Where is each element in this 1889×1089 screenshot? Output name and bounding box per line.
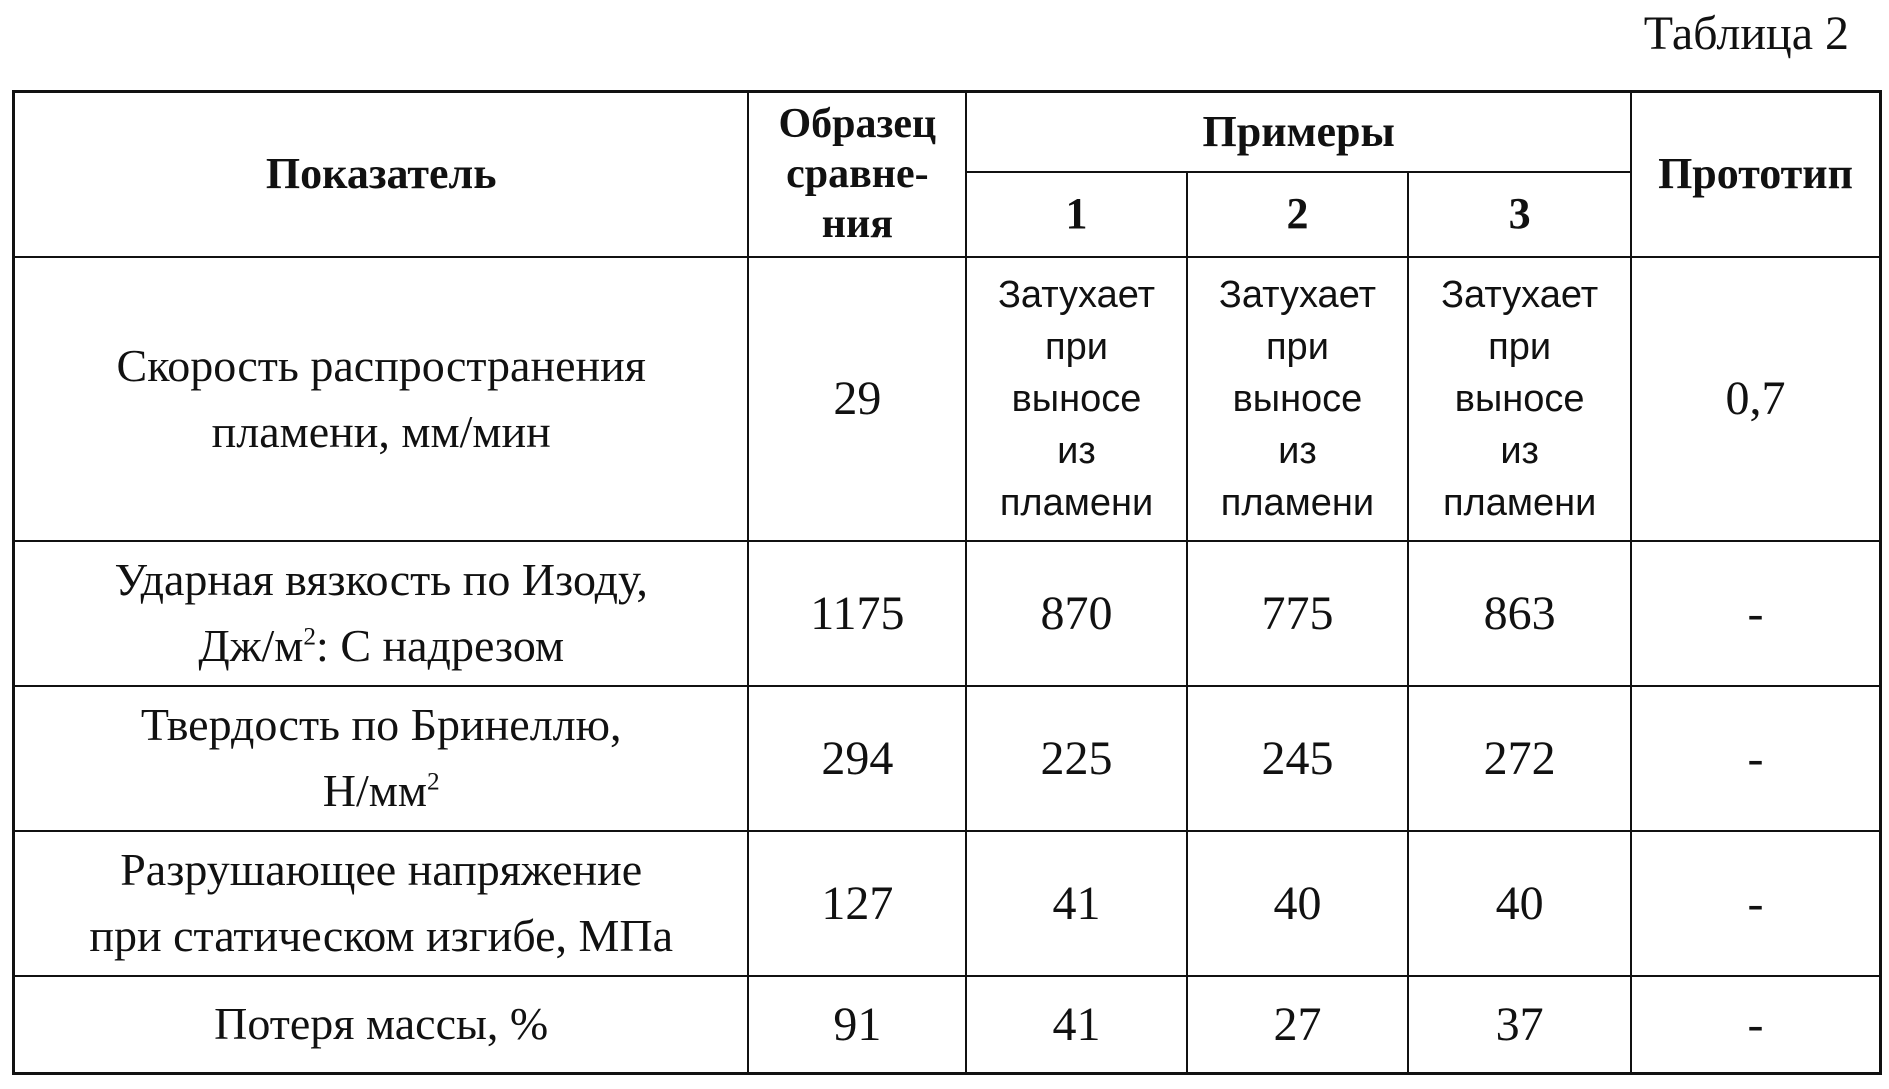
table-row: [14, 976, 1881, 1074]
indicator-line: при статическом изгибе, МПа: [89, 910, 674, 962]
note-line: из: [1057, 429, 1096, 472]
header-example-2: 2: [1187, 172, 1409, 257]
row-indicator: [14, 831, 749, 976]
indicator-line: [15, 613, 747, 679]
note-line: пламени: [999, 481, 1154, 524]
example-1-value: 41: [966, 976, 1186, 1074]
example-1-value: [966, 257, 1186, 541]
note-line: Затухает: [1441, 273, 1599, 316]
note-line: Затухает: [1218, 273, 1376, 316]
note-line: выносе: [1232, 377, 1363, 420]
header-comparison-line: Образец: [778, 101, 937, 148]
indicator-line: Потеря массы, %: [214, 998, 549, 1050]
indicator-line: Скорость распространения: [116, 339, 646, 391]
example-1-value: 225: [966, 686, 1186, 831]
prototype-value: -: [1631, 976, 1880, 1074]
comparison-value: 1175: [748, 541, 966, 686]
example-2-value: [1187, 257, 1409, 541]
example-1-value: 870: [966, 541, 1186, 686]
indicator-line: Твердость по Бринеллю,: [140, 699, 622, 751]
example-3-value: 40: [1408, 831, 1631, 976]
table-row: [14, 257, 1881, 541]
header-example-1: 1: [966, 172, 1186, 257]
example-2-value: 27: [1187, 976, 1409, 1074]
example-3-value: [1408, 257, 1631, 541]
comparison-value: 294: [748, 686, 966, 831]
table-caption: Таблица 2: [1643, 7, 1849, 60]
note-line: при: [1265, 325, 1329, 368]
table-row: [14, 831, 1881, 976]
indicator-line: Разрушающее напряжение: [120, 844, 643, 896]
note-line: пламени: [1442, 481, 1597, 524]
example-3-value: 272: [1408, 686, 1631, 831]
prototype-value: -: [1631, 541, 1880, 686]
note-line: при: [1045, 325, 1108, 368]
indicator-unit: Н/мм: [322, 765, 427, 817]
example-2-value: 40: [1187, 831, 1409, 976]
header-comparison-line: сравне-: [786, 151, 929, 198]
header-comparison-line: ния: [821, 201, 893, 248]
prototype-value: -: [1631, 686, 1880, 831]
comparison-value: 29: [748, 257, 966, 541]
note-line: Затухает: [997, 273, 1156, 316]
indicator-line: [15, 758, 747, 824]
row-indicator: [14, 257, 749, 541]
header-row-1: [14, 92, 1881, 172]
note-line: из: [1278, 429, 1317, 472]
unit-exponent: 2: [303, 622, 317, 651]
comparison-value: 127: [748, 831, 966, 976]
note-line: выносе: [1454, 377, 1585, 420]
indicator-unit: Дж/м: [198, 620, 304, 672]
prototype-value: 0,7: [1631, 257, 1880, 541]
prototype-value: -: [1631, 831, 1880, 976]
data-table: [12, 90, 1882, 1075]
table-row: [14, 686, 1881, 831]
indicator-line: Ударная вязкость по Изоду,: [114, 554, 648, 606]
example-3-value: 37: [1408, 976, 1631, 1074]
header-comparison-sample: [748, 92, 966, 257]
row-indicator: [14, 976, 749, 1074]
note-line: выносе: [1011, 377, 1142, 420]
unit-exponent: 2: [426, 767, 440, 796]
header-example-3: 3: [1408, 172, 1631, 257]
comparison-value: 91: [748, 976, 966, 1074]
table-row: [14, 541, 1881, 686]
header-prototype: Прототип: [1631, 92, 1880, 257]
indicator-line: пламени, мм/мин: [211, 405, 551, 457]
example-2-value: 245: [1187, 686, 1409, 831]
example-2-value: 775: [1187, 541, 1409, 686]
note-line: из: [1500, 429, 1539, 472]
header-examples: Примеры: [966, 92, 1631, 172]
note-line: при: [1488, 325, 1552, 368]
indicator-suffix: : С надрезом: [316, 620, 565, 672]
example-3-value: 863: [1408, 541, 1631, 686]
note-line: пламени: [1220, 481, 1375, 524]
row-indicator: [14, 686, 749, 831]
row-indicator: [14, 541, 749, 686]
example-1-value: 41: [966, 831, 1186, 976]
header-indicator: Показатель: [14, 92, 749, 257]
